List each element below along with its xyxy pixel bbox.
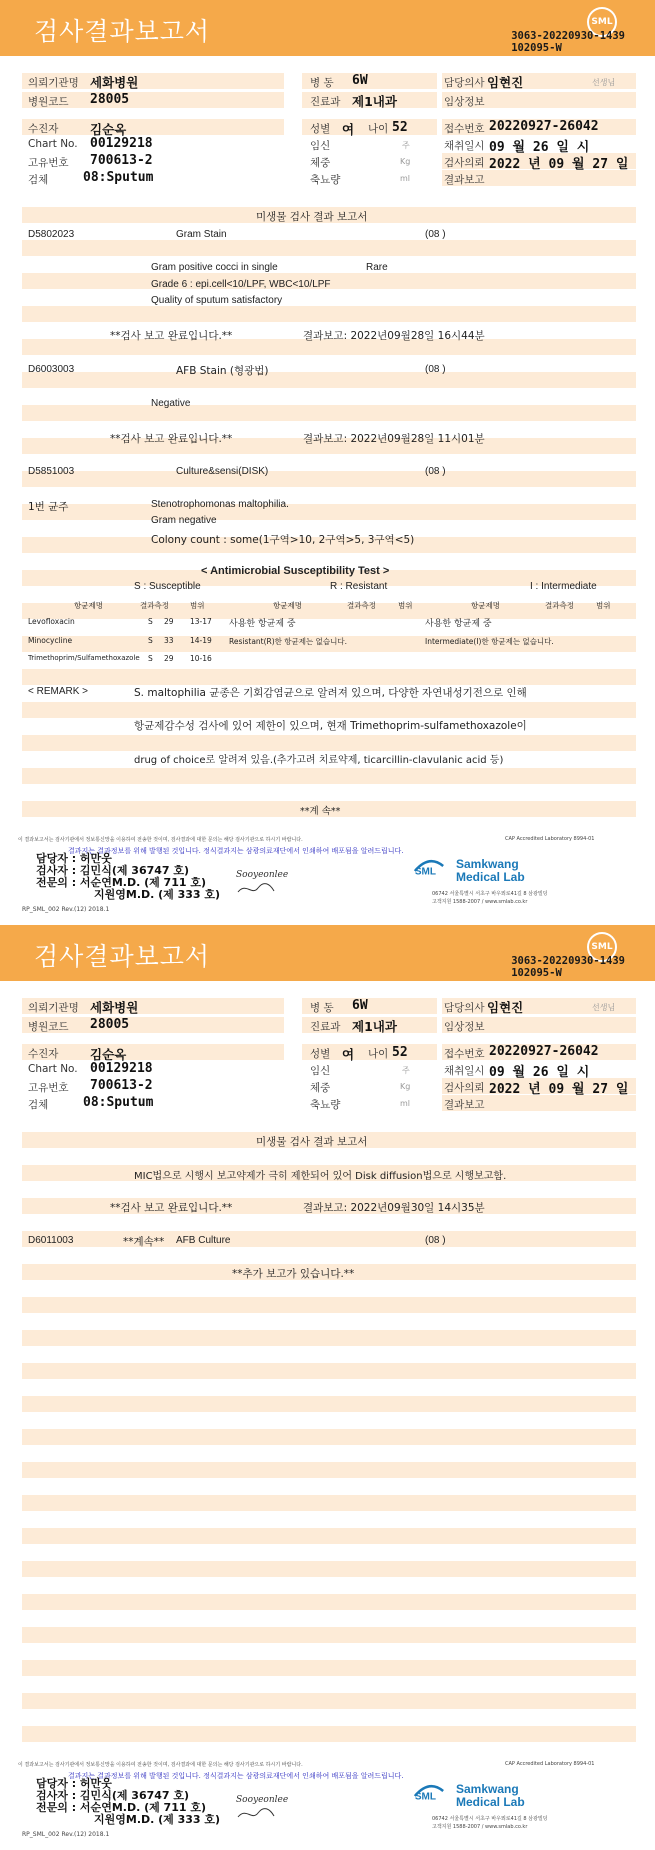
sml-logo-icon — [408, 856, 450, 876]
collect-value: 09 월 26 일 시 — [489, 1065, 590, 1080]
report-header — [0, 0, 655, 56]
lab-name-line2: Medical Lab — [456, 1795, 525, 1809]
afb-code: D6003003 — [28, 364, 75, 375]
gram-code: D5802023 — [28, 229, 75, 240]
ast-note-i: 사용한 항균제 중 — [425, 619, 492, 629]
collect-label: 채취일시 — [444, 1065, 485, 1077]
afb-name: AFB Stain (형광법) — [176, 365, 269, 377]
ward-value: 6W — [352, 73, 368, 88]
signature-mark-icon — [236, 882, 276, 896]
footer-blue-note: 결과지는 결과정보를 위해 발행된 것입니다. 정식결과지는 삼광의료재단에서 인쇄하여 배포됨을 알려드립니다. — [68, 1772, 404, 1780]
ast-title: < Antimicrobial Susceptibility Test > — [201, 565, 390, 577]
dept-label: 진료과 — [310, 96, 341, 108]
name-label: 수진자 — [28, 123, 59, 135]
remark-line1: S. maltophilia 균종은 기회감염균으로 알려져 있으며, 다양한 자연내성기전으로 인해 — [134, 687, 527, 699]
done-message-2: **검사 보고 완료입니다.** — [110, 433, 233, 445]
sex-label: 성별 — [310, 1048, 331, 1060]
staff-line-3: 전문의 : 서순연M.D. (제 711 호) — [36, 1801, 207, 1814]
chart-value: 00129218 — [90, 1061, 153, 1076]
receipt-label: 접수번호 — [444, 1048, 485, 1060]
remark-label: < REMARK > — [28, 686, 89, 697]
gram-line1: Gram positive cocci in single — [151, 262, 278, 273]
doctor-value: 임현진 — [487, 75, 524, 90]
org-value: 세화병원 — [90, 1000, 139, 1015]
result-label: 결과보고 — [444, 174, 485, 186]
age-label: 나이 — [368, 123, 389, 135]
collect-label: 채취일시 — [444, 140, 485, 152]
code-value: 28005 — [90, 92, 130, 107]
ast-legend-r: R : Resistant — [330, 581, 388, 592]
afb-culture-status: **계속** — [123, 1236, 165, 1248]
gram-spec: (08 ) — [425, 229, 446, 240]
receipt-value: 20220927-26042 — [489, 119, 599, 134]
accredited-text: CAP Accredited Laboratory 8994-01 — [505, 836, 595, 842]
accredited-text: CAP Accredited Laboratory 8994-01 — [505, 1761, 595, 1767]
staff-line-2: 검사자 : 김민식(제 36747 호) — [36, 864, 190, 877]
report-label: 검사의뢰 — [444, 157, 485, 169]
age-value: 52 — [392, 120, 408, 135]
report-title: 검사결과보고서 — [34, 942, 211, 971]
culture-spec: (08 ) — [425, 466, 446, 477]
weight-unit: Kg — [400, 157, 411, 166]
ast-mic: 29 — [164, 617, 174, 626]
chart-label: Chart No. — [28, 1063, 78, 1075]
gram-line2: Grade 6 : epi.cell<10/LPF, WBC<10/LPF — [151, 279, 331, 290]
continued-text: **계 속** — [300, 806, 341, 817]
ward-label: 병 동 — [310, 77, 334, 89]
clinical-label: 임상정보 — [444, 1021, 485, 1033]
lab-name — [456, 1783, 525, 1809]
footer-small-line: 이 결과보고서는 검사기관에서 정보통신망을 이용하여 전송한 것이며, 검사결과에 대한 문의는 해당 검사기관으로 하시기 바랍니다. — [18, 1762, 303, 1768]
lab-name-line2: Medical Lab — [456, 870, 525, 884]
afb-culture-name: AFB Culture — [176, 1235, 231, 1246]
doctor-note: 선생님 — [592, 78, 616, 87]
specimen-label: 검체 — [28, 1099, 49, 1111]
afb-culture-spec: (08 ) — [425, 1235, 446, 1246]
remark-line2: 항균제감수성 검사에 있어 제한이 있으며, 현재 Trimethoprim-sulfamethoxazole이 — [134, 720, 527, 732]
chart-value: 00129218 — [90, 136, 153, 151]
ast-note-r: Resistant(R)한 항균제는 없습니다. — [229, 637, 348, 646]
doctor-signature: Sooyeonlee — [236, 870, 289, 880]
name-value: 김순옥 — [90, 122, 127, 137]
gram-name: Gram Stain — [176, 229, 227, 240]
culture-line2: Gram negative — [151, 515, 217, 526]
id-value: 700613-2 — [90, 153, 153, 168]
staff-line-1: 담당자 : 허만웃 — [36, 852, 112, 865]
clinical-label: 임상정보 — [444, 96, 485, 108]
done-report-2: 결과보고: 2022년09월28일 11시01분 — [303, 433, 485, 445]
code-value: 28005 — [90, 1017, 130, 1032]
receipt-label: 접수번호 — [444, 123, 485, 135]
result-label: 결과보고 — [444, 1099, 485, 1111]
doctor-signature: Sooyeonlee — [236, 1795, 289, 1805]
staff-line-1: 담당자 : 허만웃 — [36, 1777, 112, 1790]
dept-value: 제1내과 — [352, 94, 397, 109]
staff-line-4: 지원영M.D. (제 333 호) — [94, 1813, 221, 1826]
org-label: 의뢰기관명 — [28, 77, 79, 89]
document-number — [511, 955, 625, 979]
remark-line3: drug of choice로 알려져 있음.(추가고려 치료약제, ticarcillin-clavulanic acid 등) — [134, 755, 504, 766]
section-title: 미생물 검사 결과 보고서 — [256, 1136, 368, 1148]
ast-drug: Levofloxacin — [28, 617, 75, 626]
sex-value: 여 — [342, 122, 355, 137]
culture-line1: Stenotrophomonas maltophilia. — [151, 499, 289, 510]
ast-legend-i: I : Intermediate — [530, 581, 597, 592]
form-number: RP_SML_002 Rev.(12) 2018.1 — [22, 1831, 110, 1838]
sex-label: 성별 — [310, 123, 331, 135]
id-label: 고유번호 — [28, 1082, 69, 1094]
done-message: **검사 보고 완료입니다.** — [110, 1202, 233, 1214]
staff-line-2: 검사자 : 김민식(제 36747 호) — [36, 1789, 190, 1802]
urine-label: 축뇨량 — [310, 174, 341, 186]
ast-sir: S — [148, 636, 153, 645]
preg-label: 임신 — [310, 140, 331, 152]
document-number-line1: 3063-20220930-1439 — [511, 30, 625, 42]
ast-col-header: 결과측정 — [140, 601, 169, 610]
mic-note: MIC법으로 시행시 보고약제가 극히 제한되어 있어 Disk diffusion법으로 시행보고함. — [134, 1171, 507, 1182]
signature-mark-icon — [236, 1807, 276, 1821]
doctor-value: 임현진 — [487, 1000, 524, 1015]
ast-range: 14-19 — [190, 636, 212, 645]
ast-mic: 33 — [164, 636, 174, 645]
specimen-label: 검체 — [28, 174, 49, 186]
lab-name — [456, 858, 525, 884]
sex-value: 여 — [342, 1047, 355, 1062]
doctor-note: 선생님 — [592, 1003, 616, 1012]
report-label: 검사의뢰 — [444, 1082, 485, 1094]
lab-name-line1: Samkwang — [456, 857, 519, 871]
urine-unit: ml — [400, 174, 411, 183]
code-label: 병원코드 — [28, 96, 69, 108]
preg-label: 임신 — [310, 1065, 331, 1077]
code-label: 병원코드 — [28, 1021, 69, 1033]
ast-sir: S — [148, 654, 153, 663]
ast-range: 13-17 — [190, 617, 212, 626]
ast-col-header: 항균제명 — [273, 601, 302, 610]
culture-code: D5851003 — [28, 466, 75, 477]
culture-line3: Colony count : some(1구역>10, 2구역>5, 3구역<5) — [151, 534, 415, 546]
report-value: 2022 년 09 월 27 일 — [489, 1082, 629, 1097]
dept-label: 진료과 — [310, 1021, 341, 1033]
receipt-value: 20220927-26042 — [489, 1044, 599, 1059]
preg-unit: 주 — [402, 141, 410, 150]
ast-drug: Minocycline — [28, 636, 73, 645]
sml-logo-icon — [408, 1781, 450, 1801]
extra-report-note: **추가 보고가 있습니다.** — [232, 1268, 355, 1280]
id-label: 고유번호 — [28, 157, 69, 169]
afb-result: Negative — [151, 398, 191, 409]
doctor-label: 담당의사 — [444, 1002, 485, 1014]
ast-col-header: 범위 — [398, 601, 413, 610]
specimen-value: 08:Sputum — [83, 170, 154, 185]
doctor-label: 담당의사 — [444, 77, 485, 89]
weight-label: 체중 — [310, 1082, 331, 1094]
ast-note-i: Intermediate(I)한 항균제는 없습니다. — [425, 637, 554, 646]
lab-address: 06742 서울특별시 서초구 바우뫼로41길 8 삼광빌딩 — [432, 891, 548, 897]
ast-note-r: 사용한 항균제 중 — [229, 619, 296, 629]
lab-address: 06742 서울특별시 서초구 바우뫼로41길 8 삼광빌딩 — [432, 1816, 548, 1822]
staff-line-4: 지원영M.D. (제 333 호) — [94, 888, 221, 901]
name-label: 수진자 — [28, 1048, 59, 1060]
ast-legend-s: S : Susceptible — [134, 581, 201, 592]
gram-line1-result: Rare — [366, 262, 388, 273]
section-title: 미생물 검사 결과 보고서 — [256, 211, 368, 223]
ast-mic: 29 — [164, 654, 174, 663]
org-value: 세화병원 — [90, 75, 139, 90]
org-label: 의뢰기관명 — [28, 1002, 79, 1014]
ast-col-header: 범위 — [596, 601, 611, 610]
document-number-line2: 102095-W — [511, 42, 562, 54]
done-report: 결과보고: 2022년09월30일 14시35분 — [303, 1202, 485, 1214]
form-number: RP_SML_002 Rev.(12) 2018.1 — [22, 906, 110, 913]
report-header — [0, 925, 655, 981]
strain-label: 1번 균주 — [28, 501, 69, 513]
preg-unit: 주 — [402, 1066, 410, 1075]
done-message-1: **검사 보고 완료입니다.** — [110, 330, 233, 342]
chart-label: Chart No. — [28, 138, 78, 150]
ast-drug: Trimethoprim/Sulfamethoxazole — [28, 654, 140, 662]
report-value: 2022 년 09 월 27 일 — [489, 157, 629, 172]
age-value: 52 — [392, 1045, 408, 1060]
svg-text:SML: SML — [414, 866, 436, 876]
afb-spec: (08 ) — [425, 364, 446, 375]
ast-col-header: 결과측정 — [545, 601, 574, 610]
collect-value: 09 월 26 일 시 — [489, 140, 590, 155]
dept-value: 제1내과 — [352, 1019, 397, 1034]
lab-name-line1: Samkwang — [456, 1782, 519, 1796]
afb-culture-code: D6011003 — [28, 1235, 74, 1246]
sml-logo-icon: SML — [587, 7, 617, 37]
gram-line3: Quality of sputum satisfactory — [151, 295, 283, 306]
document-number-line2: 102095-W — [511, 967, 562, 979]
lab-contact: 고객지원 1588-2007 / www.smlab.co.kr — [432, 899, 528, 905]
document-number-line1: 3063-20220930-1439 — [511, 955, 625, 967]
ast-col-header: 결과측정 — [347, 601, 376, 610]
id-value: 700613-2 — [90, 1078, 153, 1093]
ast-col-header: 범위 — [190, 601, 205, 610]
weight-unit: Kg — [400, 1082, 411, 1091]
footer-blue-note: 결과지는 결과정보를 위해 발행된 것입니다. 정식결과지는 삼광의료재단에서 인쇄하여 배포됨을 알려드립니다. — [68, 847, 404, 855]
weight-label: 체중 — [310, 157, 331, 169]
svg-text:SML: SML — [414, 1791, 436, 1801]
urine-label: 축뇨량 — [310, 1099, 341, 1111]
report-page-2 — [0, 925, 655, 1850]
done-report-1: 결과보고: 2022년09월28일 16시44분 — [303, 330, 485, 342]
culture-name: Culture&sensi(DISK) — [176, 466, 269, 477]
ward-label: 병 동 — [310, 1002, 334, 1014]
specimen-value: 08:Sputum — [83, 1095, 154, 1110]
report-title: 검사결과보고서 — [34, 17, 211, 46]
sml-logo-icon: SML — [587, 932, 617, 962]
urine-unit: ml — [400, 1099, 411, 1108]
name-value: 김순옥 — [90, 1047, 127, 1062]
ast-range: 10-16 — [190, 654, 212, 663]
ast-col-header: 항균제명 — [471, 601, 500, 610]
lab-contact: 고객지원 1588-2007 / www.smlab.co.kr — [432, 1824, 528, 1830]
ast-sir: S — [148, 617, 153, 626]
ward-value: 6W — [352, 998, 368, 1013]
age-label: 나이 — [368, 1048, 389, 1060]
footer-small-line: 이 결과보고서는 검사기관에서 정보통신망을 이용하여 전송한 것이며, 검사결과에 대한 문의는 해당 검사기관으로 하시기 바랍니다. — [18, 837, 303, 843]
ast-col-header: 항균제명 — [74, 601, 103, 610]
staff-line-3: 전문의 : 서순연M.D. (제 711 호) — [36, 876, 207, 889]
document-number — [511, 30, 625, 54]
